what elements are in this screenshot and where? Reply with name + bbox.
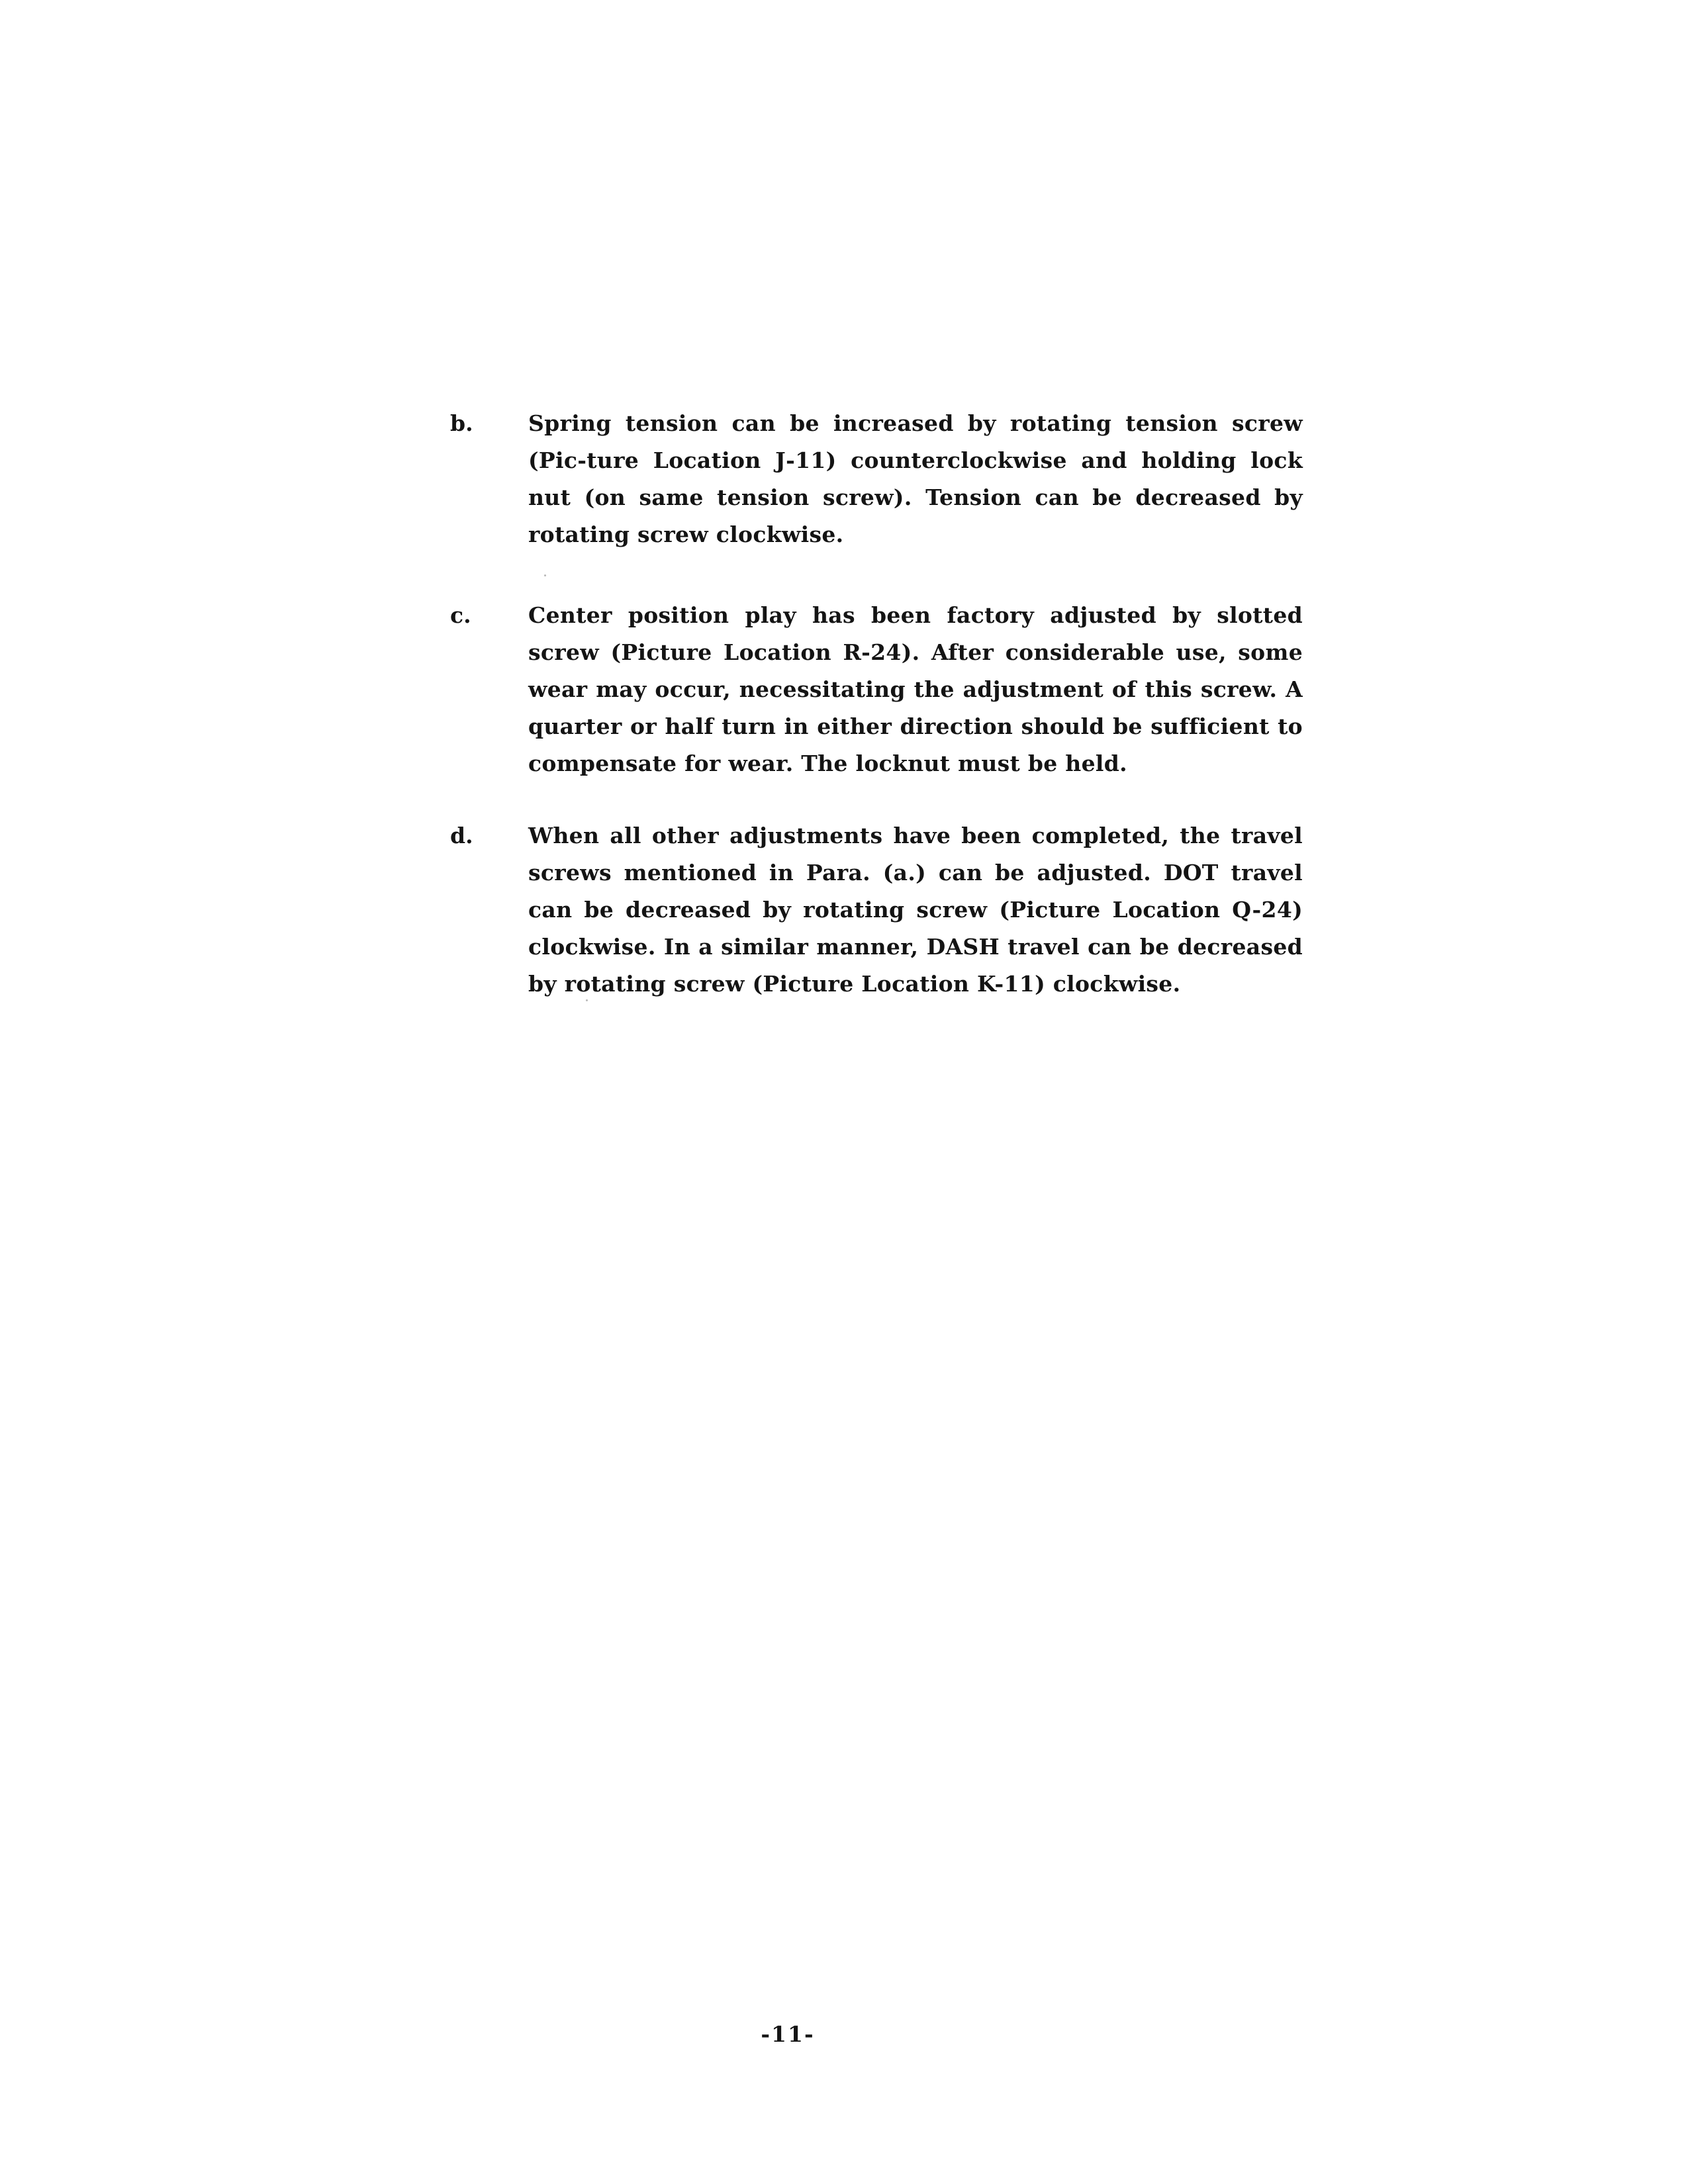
- scan-speck: [586, 999, 588, 1001]
- scan-speck: [544, 574, 546, 576]
- item-paragraph: Spring tension can be increased by rotating tension screw (Pic-ture Location J-11) counterclockwise and holding lock nut (on same tension screw). Tension can be decreased by rotating screw clockwise.: [528, 410, 1303, 547]
- item-marker: b.: [450, 410, 473, 436]
- item-marker: d.: [450, 823, 473, 848]
- page-number: -11-: [761, 2021, 815, 2047]
- item-paragraph: When all other adjustments have been completed, the travel screws mentioned in Para. (a.) can be adjusted. DOT travel can be decreased by rotating screw (Picture Location Q-24) clockwise. In a similar manner, DASH travel can be decreased by rotating screw (Picture Location K-11) clockwise.: [528, 823, 1303, 997]
- item-paragraph: Center position play has been factory adjusted by slotted screw (Picture Location R-24). After considerable use, some wear may occur, necessitating the adjustment of this screw. A quarter or half turn in either direction should be sufficient to compensate for wear. The locknut must be held.: [528, 602, 1303, 776]
- item-marker: c.: [450, 602, 471, 628]
